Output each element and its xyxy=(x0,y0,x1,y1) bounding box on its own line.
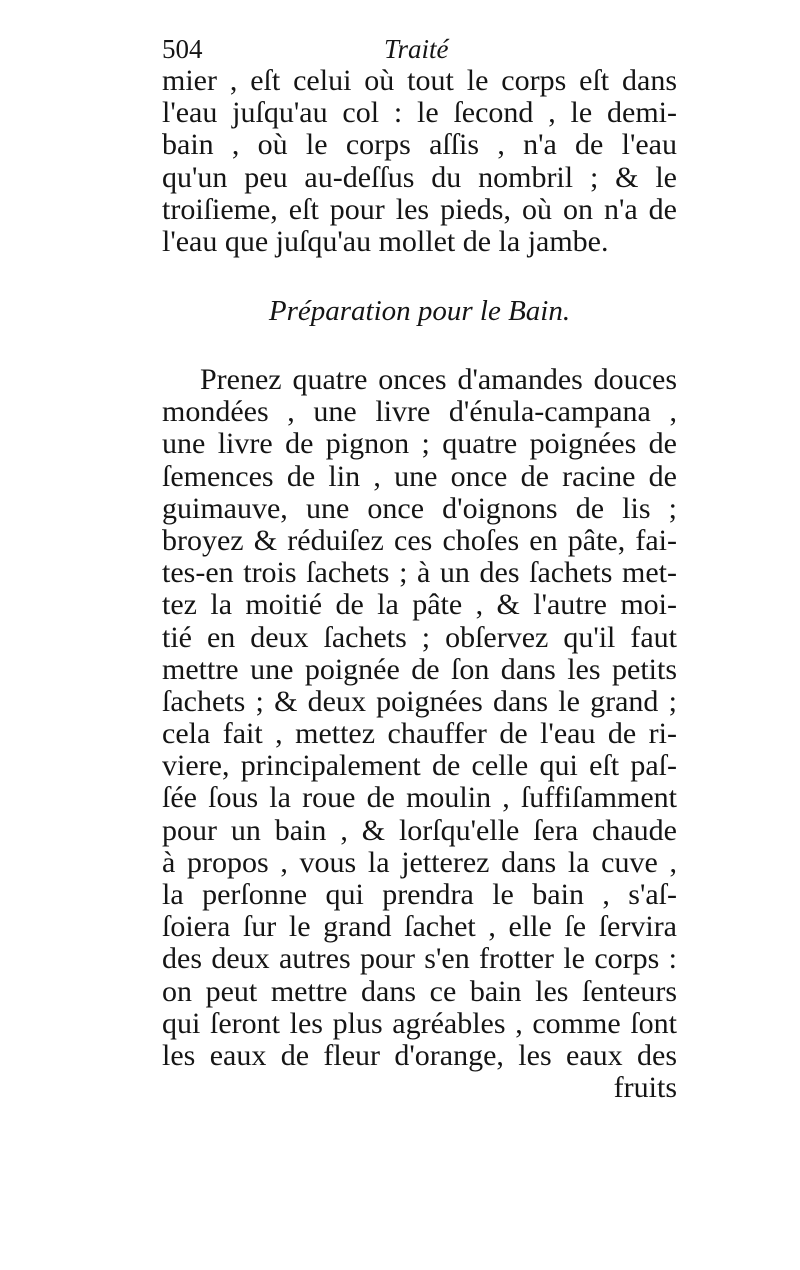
text-line: l'eau que juſqu'au mollet de la jambe. xyxy=(162,224,609,258)
text-line: les eaux de fleur d'orange, les eaux des xyxy=(162,1038,677,1072)
page-number: 504 xyxy=(162,34,203,64)
text-line: l'eau juſqu'au col : le ſecond , le demi- xyxy=(162,96,677,130)
text-line: qu'un peu au-deſſus du nombril ; & le xyxy=(162,160,677,194)
text-line: ſachets ; & deux poignées dans le grand ; xyxy=(162,684,677,718)
catchword: fruits xyxy=(613,1071,677,1105)
continued-paragraph xyxy=(162,65,677,258)
text-line: cela fait , mettez chauffer de l'eau de ri- xyxy=(162,717,677,751)
text-line: tié en deux ſachets ; obſervez qu'il faut xyxy=(162,620,677,654)
text-line: viere, principalement de celle qui eſt paſ- xyxy=(162,749,677,783)
text-line: la perſonne qui prendra le bain , s'aſ- xyxy=(162,878,677,911)
text-line: mettre une poignée de ſon dans les petits xyxy=(162,652,677,686)
recipe-paragraph xyxy=(162,364,677,1104)
text-line: des deux autres pour s'en frotter le corps : xyxy=(162,942,677,976)
text-line: ſée ſous la roue de moulin , ſuffiſamment xyxy=(162,781,677,815)
text-line: qui ſeront les plus agréables , comme ſont xyxy=(162,1006,677,1040)
text-line: broyez & réduiſez ces choſes en pâte, fai- xyxy=(162,523,677,557)
text-line: à propos , vous la jetterez dans la cuve , xyxy=(162,845,677,879)
text-line: on peut mettre dans ce bain les ſenteurs xyxy=(162,974,677,1008)
text-line: Prenez quatre onces d'amandes douces xyxy=(200,363,677,396)
text-line: mondées , une livre d'énula-campana , xyxy=(162,395,677,429)
text-line: ſemences de lin , une once de racine de xyxy=(162,459,677,493)
text-line: une livre de pignon ; quatre poignées de xyxy=(162,427,677,461)
text-line: bain , où le corps aſſis , n'a de l'eau xyxy=(162,128,677,162)
section-heading: Préparation pour le Bain. xyxy=(268,295,571,327)
text-line: mier , eſt celui où tout le corps eſt dans xyxy=(162,64,677,97)
text-line: pour un bain , & lorſqu'elle ſera chaude xyxy=(162,813,677,847)
running-title: Traité xyxy=(384,34,449,64)
text-line: tes-en trois ſachets ; à un des ſachets met- xyxy=(162,556,677,590)
text-line: tez la moitié de la pâte , & l'autre moi- xyxy=(162,588,677,622)
text-line: troiſieme, eſt pour les pieds, où on n'a de xyxy=(162,192,677,226)
text-line: guimauve, une once d'oignons de lis ; xyxy=(162,491,677,525)
text-line: ſoiera ſur le grand ſachet , elle ſe ſervira xyxy=(162,910,677,944)
